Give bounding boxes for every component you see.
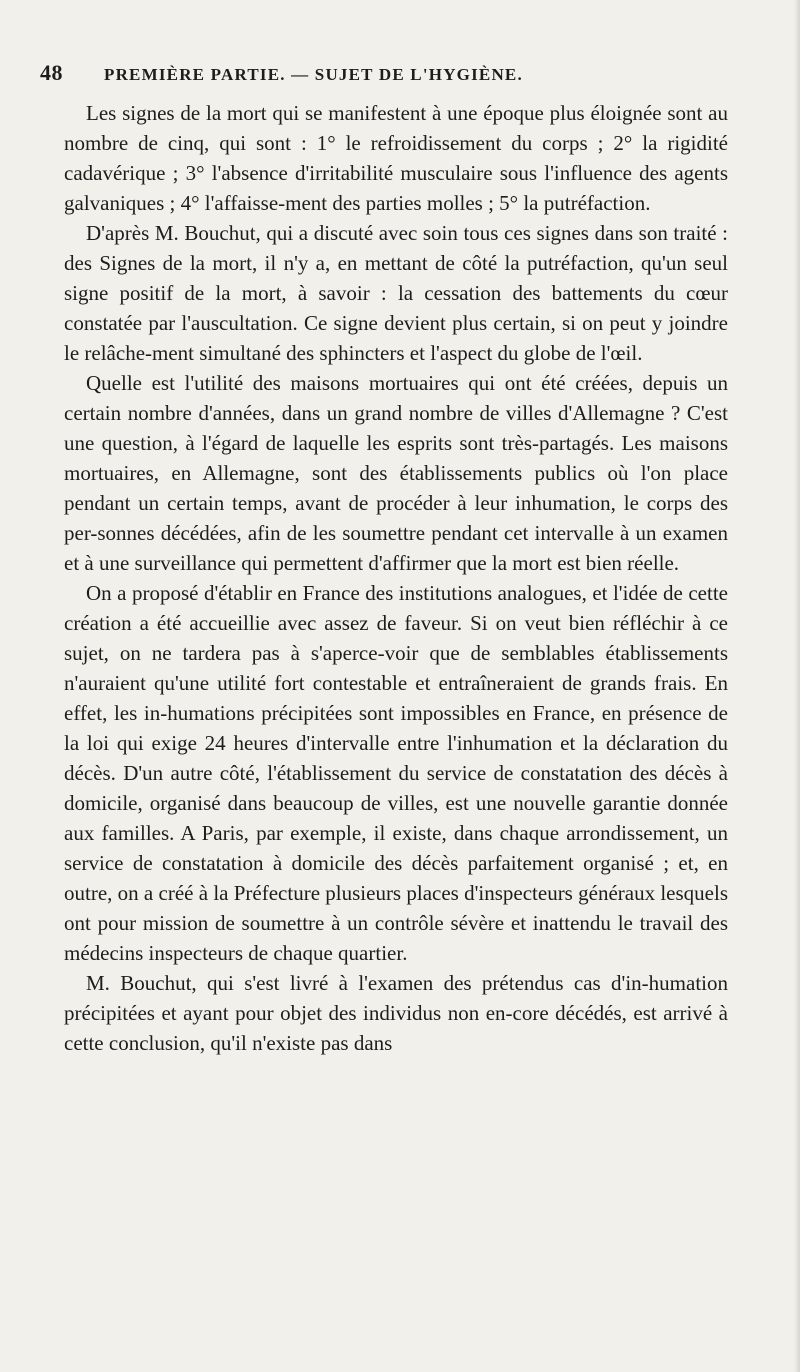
paragraph: On a proposé d'établir en France des institutions analogues, et l'idée de cette création a été accueillie avec assez de faveur. Si on veut bien réfléchir à ce sujet, on ne tardera pas à s'aperce-voir que de semblables établissements n'auraient qu'une utilité fort contestable et entraîneraient de grands frais. En effet, les in-humations précipitées sont impossibles en France, en présence de la loi qui exige 24 heures d'intervalle entre l'inhumation et la déclaration du décès. D'un autre côté, l'établissement du service de constatation des décès à domicile, organisé dans beaucoup de villes, est une nouvelle garantie donnée aux familles. A Paris, par exemple, il existe, dans chaque arrondissement, un service de constatation à domicile des décès parfaitement organisé ; et, en outre, on a créé à la Préfecture plusieurs places d'inspecteurs généraux lesquels ont pour mission de soumettre à un contrôle sévère et inattendu le travail des médecins inspecteurs de chaque quartier.: [64, 581, 728, 965]
paragraph: Quelle est l'utilité des maisons mortuaires qui ont été créées, depuis un certain nombre d'années, dans un grand nombre de villes d'Allemagne ? C'est une question, à l'égard de laquelle les esprits sont très-partagés. Les maisons mortuaires, en Allemagne, sont des établissements publics où l'on place pendant un certain temps, avant de procéder à leur inhumation, le corps des per-sonnes décédées, afin de les soumettre pendant cet intervalle à un examen et à une surveillance qui permettent d'affirmer que la mort est bien réelle.: [64, 371, 728, 575]
page-number: 48: [40, 60, 63, 85]
running-title: PREMIÈRE PARTIE. — SUJET DE L'HYGIÈNE.: [104, 65, 523, 84]
body-text: [64, 98, 728, 1058]
page-header: [40, 60, 760, 90]
paragraph: M. Bouchut, qui s'est livré à l'examen des prétendus cas d'in-humation précipitées et ayant pour objet des individus non en-core décédés, est arrivé à cette conclusion, qu'il n'existe pas dans: [64, 971, 728, 1055]
page-edge: [794, 0, 800, 1372]
paragraph: Les signes de la mort qui se manifestent à une époque plus éloignée sont au nombre de cinq, qui sont : 1° le refroidissement du corps ; 2° la rigidité cadavérique ; 3° l'absence d'irritabilité musculaire sous l'influence des agents galvaniques ; 4° l'affaisse-ment des parties molles ; 5° la putréfaction.: [64, 101, 728, 215]
paragraph: D'après M. Bouchut, qui a discuté avec soin tous ces signes dans son traité : des Signes de la mort, il n'y a, en mettant de côté la putréfaction, qu'un seul signe positif de la mort, à savoir : la cessation des battements du cœur constatée par l'auscultation. Ce signe devient plus certain, si on peut y joindre le relâche-ment simultané des sphincters et l'aspect du globe de l'œil.: [64, 221, 728, 365]
